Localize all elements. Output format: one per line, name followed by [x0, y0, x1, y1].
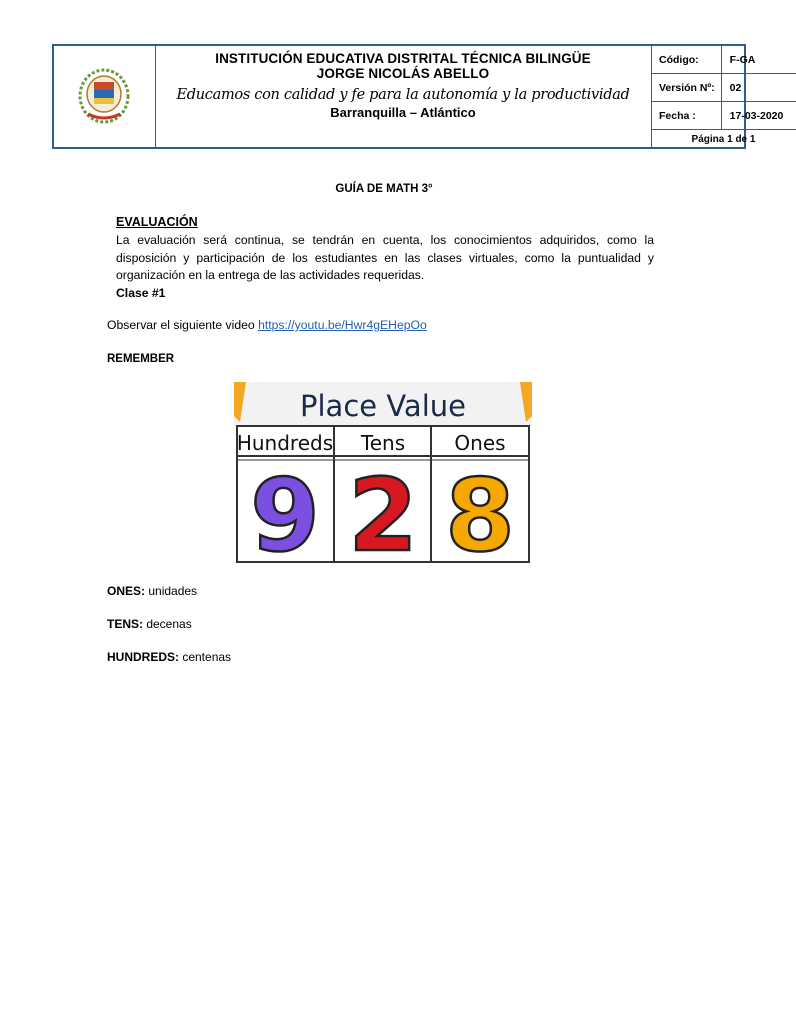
- fecha-label: Fecha :: [651, 102, 721, 130]
- definition-tens: [107, 617, 192, 631]
- column-label-tens: Tens: [360, 431, 406, 455]
- column-label-ones: Ones: [454, 431, 506, 455]
- definition-term: TENS:: [107, 617, 143, 631]
- remember-heading: REMEMBER: [107, 353, 175, 365]
- page-number: Página 1 de 1: [691, 133, 756, 145]
- version-value: 02: [721, 74, 796, 102]
- institution-motto: Educamos con calidad y fe para la autonomía y la productividad: [176, 87, 630, 103]
- definition-meaning: centenas: [179, 650, 232, 664]
- guide-title: GUÍA DE MATH 3°: [335, 183, 433, 195]
- institution-location: Barranquilla – Atlántico: [330, 105, 476, 120]
- document-header: [52, 44, 784, 149]
- definition-meaning: decenas: [143, 617, 192, 631]
- codigo-value: F-GA: [721, 46, 796, 74]
- definition-meaning: unidades: [145, 584, 198, 598]
- digit-ones: 8: [445, 457, 515, 574]
- evaluation-text: La evaluación será continua, se tendrán en cuenta, los conocimientos adquiridos, como la disposición y participación de los estudiantes en las clases virtuales, como la puntualidad y organización en la entrega de las actividades requeridas.: [116, 233, 654, 282]
- video-link[interactable]: https://youtu.be/Hwr4gEHepOo: [258, 318, 427, 332]
- version-label: Versión Nº:: [651, 74, 721, 102]
- definition-hundreds: [107, 650, 231, 664]
- logo-cell: [54, 46, 156, 147]
- column-label-hundreds: Hundreds: [236, 431, 334, 455]
- definition-ones: [107, 584, 197, 598]
- document-meta: [651, 46, 784, 147]
- evaluation-heading: EVALUACIÓN: [116, 215, 198, 229]
- fecha-value: 17-03-2020: [721, 102, 796, 130]
- observe-line: [107, 318, 427, 332]
- definition-term: HUNDREDS:: [107, 650, 179, 664]
- definition-term: ONES:: [107, 584, 146, 598]
- digit-hundreds: 9: [250, 457, 320, 574]
- institution-subname: JORGE NICOLÁS ABELLO: [316, 66, 490, 81]
- place-value-illustration: [234, 382, 532, 574]
- class-label: Clase #1: [116, 286, 166, 300]
- institution-name: INSTITUCIÓN EDUCATIVA DISTRITAL TÉCNICA BILINGÜE: [215, 51, 591, 66]
- codigo-label: Código:: [651, 46, 721, 74]
- observe-text: Observar el siguiente video: [107, 318, 259, 332]
- place-value-title: Place Value: [300, 389, 466, 423]
- school-crest-icon: [78, 68, 130, 124]
- digit-tens: 2: [348, 457, 418, 574]
- title-cell: [155, 46, 652, 147]
